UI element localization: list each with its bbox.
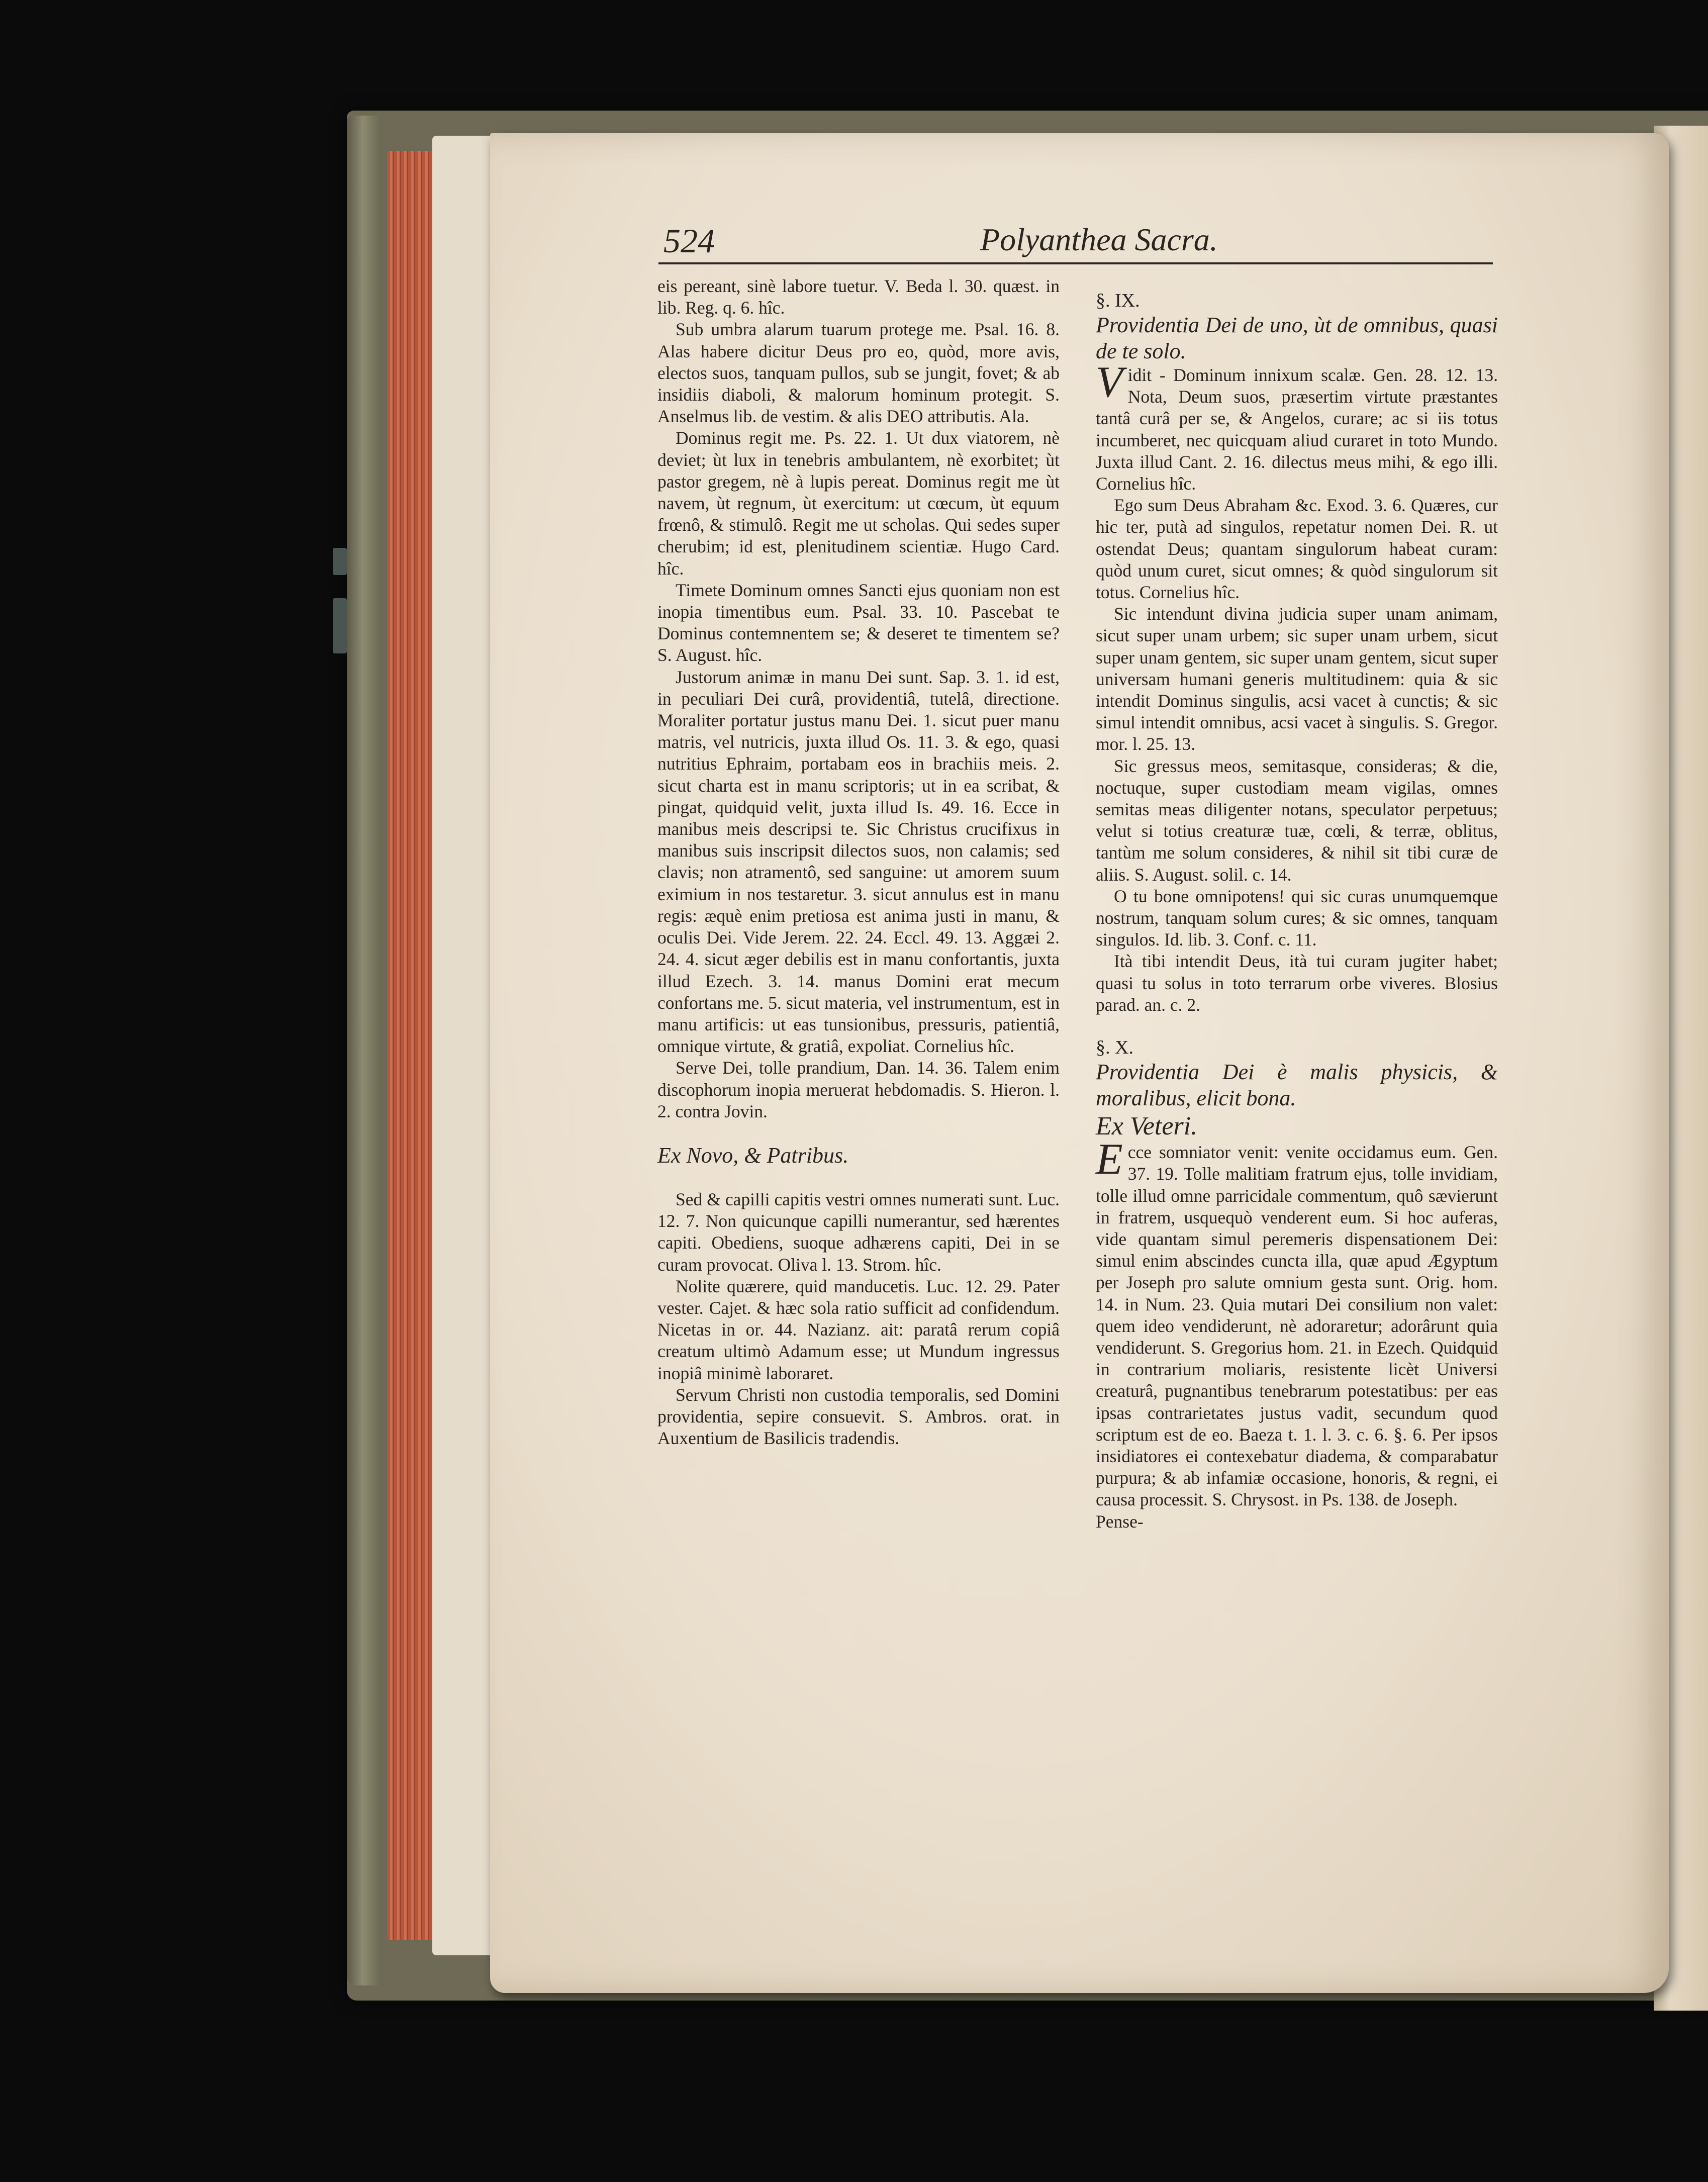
paragraph: Sic gressus meos, semitasque, consideras; & die, noctuque, super custodiam meam vigilas, omnes semitas meas diligenter notans, speculator perpetuus; velut si totius creaturæ tuæ, cœli, & terræ, oblitus, tantùm me solum consideres, & nihil sit tibi curæ de aliis. S. August. solil. c. 14. bbox=[1096, 755, 1498, 885]
section-number: §. IX. bbox=[1096, 290, 1140, 311]
right-column bbox=[1096, 289, 1498, 1533]
clasp-top bbox=[333, 548, 347, 575]
catchword: Pense- bbox=[1096, 1511, 1144, 1532]
book-spine bbox=[347, 116, 382, 1985]
left-column bbox=[657, 275, 1060, 1449]
paragraph: Ego sum Deus Abraham &c. Exod. 3. 6. Quæres, cur hic ter, putà ad singulos, repetatur nomen Dei. R. ut ostendat Deus; quantam singulorum habeat curam: quòd unum curet, sicut omnes; & quòd singulorum sit totus. Cornelius hîc. bbox=[1096, 495, 1498, 603]
header-rule bbox=[658, 262, 1493, 264]
paragraph: O tu bone omnipotens! qui sic curas unumquemque nostrum, tanquam solum cures; & sic omnes, tanquam singulos. Id. lib. 3. Conf. c. 11. bbox=[1096, 886, 1498, 950]
section-number: §. X. bbox=[1096, 1037, 1133, 1059]
section-heading: Ex Novo, & Patribus. bbox=[657, 1143, 849, 1168]
page-edges bbox=[387, 151, 437, 1940]
paragraph: Dominus regit me. Ps. 22. 1. Ut dux viatorem, nè deviet; ùt lux in tenebris ambulantem, nè exorbitet; ùt pastor gregem, nè à lupis pereat. Dominus regit me ùt navem, ùt regnum, ùt exercitum: ut cœcum, ùt equum frœnô, & stimulô. Regit me ut scholas. Qui sedes super cherubim; id est, plenitudinem scientiæ. Hugo Card. hîc. bbox=[657, 428, 1060, 579]
paragraph: Timete Dominum omnes Sancti ejus quoniam non est inopia timentibus eum. Psal. 33. 10. Pascebat te Dominus contemnentem se; & deseret te timentem se? S. August. hîc. bbox=[657, 580, 1060, 666]
paragraph: Serve Dei, tolle prandium, Dan. 14. 36. Talem enim discophorum inopia meruerat hebdomadis. S. Hieron. l. 2. contra Jovin. bbox=[657, 1058, 1060, 1121]
paragraph: Sic intendunt divina judicia super unam animam, sicut super unam urbem; sic super unam urbem, sicut super unam gentem, sic super unam gentem, sicut super universam humani generis multitudinem: quia & sic intendit Dominus singulis, acsi vacet à cunctis; & sic simul intendit omnibus, acsi vacet à singulis. S. Gregor. mor. l. 25. 13. bbox=[1096, 604, 1498, 754]
section-heading: Providentia Dei è malis physicis, & moralibus, elicit bona. bbox=[1096, 1060, 1498, 1111]
paragraph-text: idit - Dominum innixum scalæ. Gen. 28. 12. 13. Nota, Deum suos, præsertim virtute præstantes tantâ curâ per se, & Angelos, curare; ac si iis totus incumberet, nec quicquam aliud curaret in toto Mundo. Juxta illud Cant. 2. 16. dilectus meus mihi, & ego illi. Cornelius hîc. bbox=[1096, 365, 1498, 494]
paragraph: Justorum animæ in manu Dei sunt. Sap. 3. 1. id est, in peculiari Dei curâ, providentiâ, tutelâ, directione. Moraliter portatur justus manu Dei. 1. sicut puer manu matris, vel nutricis, juxta illud Os. 11. 3. & ego, quasi nutritius Ephraim, portabam eos in brachiis meis. 2. sicut charta est in manu scriptoris; ut in ea scribat, & pingat, quidquid velit, juxta illud Is. 49. 16. Ecce in manibus meis descripsi te. Sic Christus crucifixus in manibus suis inscripsit dilectos suos, non calamis; sed clavis; non atramentô, sed sanguine: ut amorem suum eximium in nos testaretur. 3. sicut annulus est in manu regis: æquè enim pretiosa est anima justi in manu, & oculis Dei. Vide Jerem. 22. 24. Eccl. 49. 13. Aggæi 2. 24. 4. sicut æger debilis est in manu confortantis, juxta illud Ezech. 3. 14. manus Domini erat mecum confortans me. 5. sicut materia, vel instrumentum, est in manu artificis: ut eas tunsionibus, pressuris, patientiâ, omnique virtute, & gratiâ, expoliat. Cornelius hîc. bbox=[657, 667, 1060, 1057]
clasp-bottom bbox=[333, 598, 347, 653]
paragraph: Sub umbra alarum tuarum protege me. Psal. 16. 8. Alas habere dicitur Deus pro eo, quòd, more avis, electos suos, tanquam pullos, sub se jungit, fovet; & ab insidiis diaboli, & malorum hominum protegit. S. Anselmus lib. de vestim. & alis DEO attributis. Ala. bbox=[657, 319, 1060, 427]
section-heading: Providentia Dei de uno, ùt de omnibus, quasi de te solo. bbox=[1096, 313, 1498, 363]
subsection-heading: Ex Veteri. bbox=[1096, 1112, 1198, 1141]
page-number: 524 bbox=[663, 222, 715, 260]
paragraph: Sed & capilli capitis vestri omnes numerati sunt. Luc. 12. 7. Non quicunque capilli numerantur, sed hærentes capiti. Obediens, suoque adhærens capiti, Dei in se curam provocat. Oliva l. 13. Strom. hîc. bbox=[657, 1189, 1060, 1275]
drop-cap: E bbox=[1096, 1135, 1123, 1184]
running-title: Polyanthea Sacra. bbox=[980, 222, 1218, 257]
paragraph: Nolite quærere, quid manducetis. Luc. 12. 29. Pater vester. Cajet. & hæc sola ratio sufficit ad confidendum. Nicetas in or. 44. Nazianz. ait: paratâ rerum copiâ creatum ultimò Adamum esse; ut Mundum ingressus inopiâ minimè laboraret. bbox=[657, 1276, 1060, 1383]
paragraph bbox=[1096, 358, 1498, 495]
paragraph: Ità tibi intendit Deus, ità tui curam jugiter habet; quasi tu solus in toto terrarum orbe viveres. Blosius parad. an. c. 2. bbox=[1096, 951, 1498, 1015]
paragraph: eis pereant, sinè labore tuetur. V. Beda l. 30. quæst. in lib. Reg. q. 6. hîc. bbox=[657, 276, 1060, 318]
paragraph: Servum Christi non custodia temporalis, sed Domini providentia, sepire consuevit. S. Ambros. orat. in Auxentium de Basilicis tradendis. bbox=[657, 1384, 1060, 1449]
paragraph-text: cce somniator venit: venite occidamus eum. Gen. 37. 19. Tolle malitiam fratrum ejus, tolle invidiam, tolle illud omne parricidale commentum, quô sævierunt in fratrem, usquequò venderent eum. Si hoc auferas, vide quantam simul peremeris dispensationem Dei: simul enim abscindes cuncta illa, quæ apud Ægyptum per Joseph pro salute omnium gesta sunt. Orig. hom. 14. in Num. 23. Quia mutari Dei consilium non valet: quem ideo vendiderunt, nè adoraretur; adorârunt quia vendiderunt. S. Gregorius hom. 21. in Ezech. Quidquid in contrarium moliaris, resistente licèt Universi creaturâ, pugnantibus tenebrarum potestatibus: per eas ipsas contrarietates justus vadit, secundum quod scriptum est de eo. Baeza t. 1. l. 3. c. 6. §. 6. Per ipsos insidiatores ei contexebatur diadema, & comparabatur purpura; & ab infamiæ occasione, honoris, & regni, ei causa processit. S. Chrysost. in Ps. 138. de Joseph. bbox=[1096, 1142, 1498, 1510]
paragraph bbox=[1096, 1135, 1498, 1510]
drop-cap: V bbox=[1096, 358, 1123, 407]
